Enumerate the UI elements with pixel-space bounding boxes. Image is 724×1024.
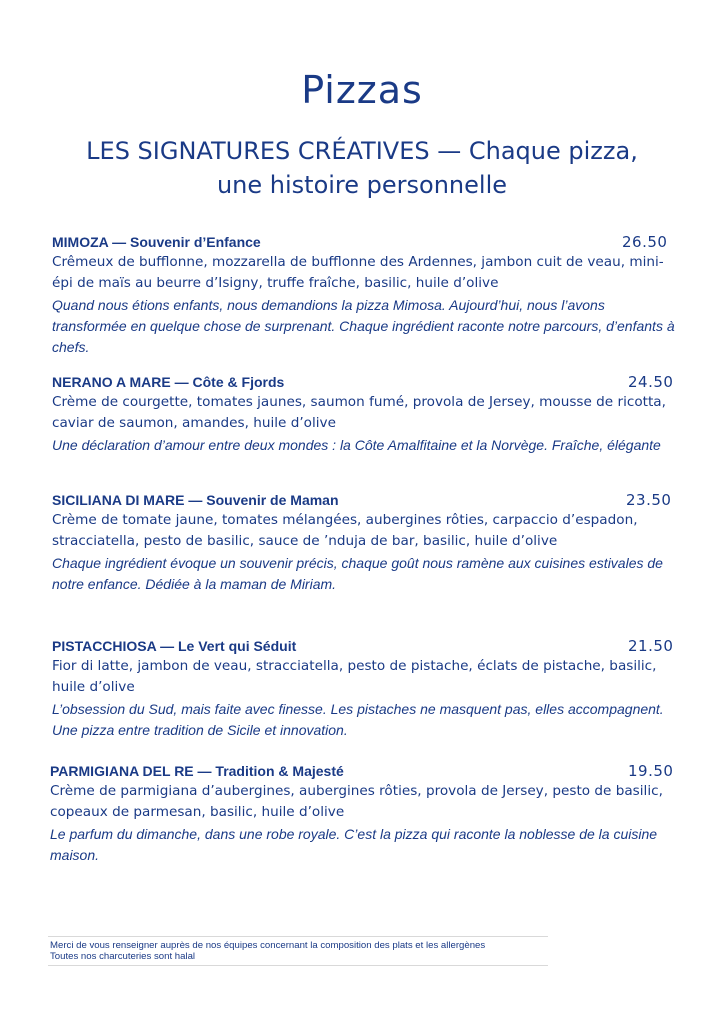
footer-notice (48, 936, 548, 966)
item-header (52, 490, 682, 510)
allergen-notice: Merci de vous renseigner auprès de nos équipes concernant la composition des plats et les allergènes (50, 940, 486, 951)
item-price: 26.50 (622, 233, 668, 251)
item-description: Crème de parmigiana d’aubergines, aubergines rôties, provola de Jersey, pesto de basilic, copeaux de parmesan, basilic, huile d’olive (50, 783, 663, 820)
item-price: 21.50 (628, 637, 674, 655)
page-title: Pizzas (301, 68, 423, 112)
item-description: Fior di latte, jambon de veau, stracciatella, pesto de pistache, éclats de pistache, basilic, huile d’olive (52, 658, 657, 695)
menu-item-siciliana-di-mare (52, 490, 682, 595)
item-story: Le parfum du dimanche, dans une robe royale. C’est la pizza qui raconte la noblesse de la cuisine maison. (50, 826, 658, 863)
menu-item-pistacchiosa (52, 636, 682, 741)
item-story: Chaque ingrédient évoque un souvenir précis, chaque goût nous ramène aux cuisines estivales de notre enfance. Dédiée à la maman de Miriam. (52, 555, 663, 592)
item-description: Crêmeux de bufflonne, mozzarella de bufflonne des Ardennes, jambon cuit de veau, mini-épi de maïs au beurre d’Isigny, truffe fraîche, basilic, huile d’olive (52, 254, 664, 291)
item-price: 24.50 (628, 373, 674, 391)
item-header (52, 372, 682, 392)
halal-notice: Toutes nos charcuteries sont halal (50, 951, 196, 962)
item-price: 19.50 (628, 762, 674, 780)
item-header (52, 636, 682, 656)
item-story: Une déclaration d’amour entre deux mondes : la Côte Amalfitaine et la Norvège. Fraîche, élégante (52, 437, 661, 453)
item-story: Quand nous étions enfants, nous demandions la pizza Mimosa. Aujourd’hui, nous l’avons transformée en quelque chose de surprenant. Chaque ingrédient raconte notre parcours, d’enfants à chefs. (52, 297, 675, 355)
section-subtitle: LES SIGNATURES CRÉATIVES — Chaque pizza, une histoire personnelle (86, 137, 638, 199)
item-description: Crème de tomate jaune, tomates mélangées, aubergines rôties, carpaccio d’espadon, stracciatella, pesto de basilic, sauce de ’nduja de bar, basilic, huile d’olive (52, 512, 638, 549)
item-header (52, 232, 682, 252)
menu-item-mimoza (52, 232, 682, 358)
item-name: MIMOZA — Souvenir d’Enfance (52, 234, 261, 250)
item-description: Crème de courgette, tomates jaunes, saumon fumé, provola de Jersey, mousse de ricotta, caviar de saumon, amandes, huile d’olive (52, 394, 666, 431)
item-name: SICILIANA DI MARE — Souvenir de Maman (52, 492, 339, 508)
item-name: PISTACCHIOSA — Le Vert qui Séduit (52, 638, 297, 654)
menu-item-parmigiana-del-re (50, 761, 680, 866)
item-name: NERANO A MARE — Côte & Fjords (52, 374, 285, 390)
item-name: PARMIGIANA DEL RE — Tradition & Majesté (50, 763, 344, 779)
item-story: L’obsession du Sud, mais faite avec finesse. Les pistaches ne masquent pas, elles accompagnent. Une pizza entre tradition de Sicile et innovation. (52, 701, 664, 738)
item-header (50, 761, 680, 781)
menu-item-nerano-a-mare (52, 372, 682, 456)
item-price: 23.50 (626, 491, 672, 509)
